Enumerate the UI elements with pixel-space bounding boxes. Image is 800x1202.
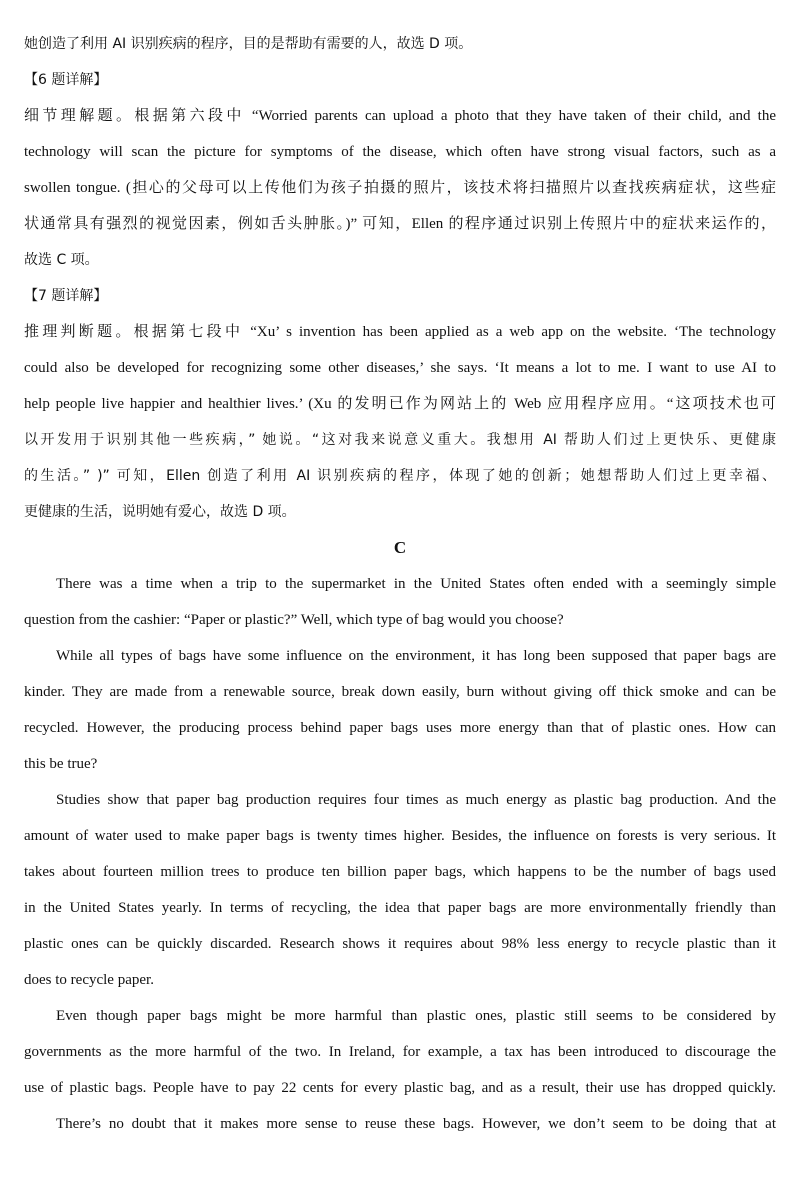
q6-heading: 【6 题详解】 bbox=[24, 72, 108, 88]
q7-explanation-line: 的生活。” )” 可知，Ellen 创造了利用 AI 识别疾病的程序，体现了她的创新；她想帮助人们过上更幸福、 bbox=[24, 468, 776, 484]
q7-explanation-line: 更健康的生活，说明她有爱心，故选 D 项。 bbox=[24, 504, 296, 520]
q6-explanation-line: technology will scan the picture for symptoms of the disease, which often have strong visual factors, such as a bbox=[24, 144, 776, 160]
passage-line: There’s no doubt that it makes more sense to reuse these bags. However, we don’t seem to be doing that at bbox=[56, 1116, 776, 1132]
passage-line: use of plastic bags. People have to pay 22 cents for every plastic bag, and as a result, their use has dropped quickly. bbox=[24, 1080, 776, 1096]
q7-explanation-line: 推理判断题。根据第七段中 “Xu’ s invention has been applied as a web app on the website. ‘The technology bbox=[24, 324, 776, 340]
passage-line: Studies show that paper bag production requires four times as much energy as plastic bag production. And the bbox=[56, 792, 776, 808]
q6-explanation-line: 故选 C 项。 bbox=[24, 252, 99, 268]
q6-explanation-line: swollen tongue. (担心的父母可以上传他们为孩子拍摄的照片，该技术将扫描照片以查找疾病症状，这些症 bbox=[24, 180, 776, 196]
q7-explanation-line: help people live happier and healthier lives.’ (Xu 的发明已作为网站上的 Web 应用程序应用。“这项技术也可 bbox=[24, 396, 776, 412]
q7-explanation-line: 以开发用于识别其他一些疾病，” 她说。“这对我来说意义重大。我想用 AI 帮助人们过上更快乐、更健康 bbox=[24, 432, 776, 448]
q7-explanation-line: could also be developed for recognizing some other diseases,’ she says. ‘It means a lot to me. I want to use AI to bbox=[24, 360, 776, 376]
passage-line: takes about fourteen million trees to produce ten billion paper bags, which happens to be the number of bags used bbox=[24, 864, 776, 880]
q6-explanation-line: 细节理解题。根据第六段中 “Worried parents can upload a photo that they have taken of their child, and the bbox=[24, 108, 776, 124]
passage-line: governments as the more harmful of the two. In Ireland, for example, a tax has been introduced to discourage the bbox=[24, 1044, 776, 1060]
passage-line: this be true? bbox=[24, 756, 98, 772]
passage-line: plastic ones can be quickly discarded. Research shows it requires about 98% less energy to recycle plastic than it bbox=[24, 936, 776, 952]
q7-heading: 【7 题详解】 bbox=[24, 288, 108, 304]
section-title: C bbox=[393, 538, 407, 557]
passage-line: in the United States yearly. In terms of recycling, the idea that paper bags are more environmentally friendly than bbox=[24, 900, 776, 916]
passage-line: kinder. They are made from a renewable source, break down easily, burn without giving off thick smoke and can be bbox=[24, 684, 776, 700]
passage-line: question from the cashier: “Paper or plastic?” Well, which type of bag would you choose? bbox=[24, 612, 564, 628]
document-page bbox=[24, 0, 776, 1142]
passage-line: amount of water used to make paper bags is twenty times higher. Besides, the influence on forests is very serious. It bbox=[24, 828, 776, 844]
q6-explanation-line: 状通常具有强烈的视觉因素，例如舌头肿胀。)” 可知，Ellen 的程序通过识别上传照片中的症状来运作的， bbox=[24, 216, 776, 232]
passage-line: recycled. However, the producing process behind paper bags uses more energy than that of plastic ones. How can bbox=[24, 720, 776, 736]
passage-line: does to recycle paper. bbox=[24, 972, 154, 988]
passage-line: There was a time when a trip to the supermarket in the United States often ended with a seemingly simple bbox=[56, 576, 776, 592]
passage-line: Even though paper bags might be more harmful than plastic ones, plastic still seems to be considered by bbox=[56, 1008, 776, 1024]
answer-5-conclusion: 她创造了利用 AI 识别疾病的程序，目的是帮助有需要的人，故选 D 项。 bbox=[24, 36, 473, 52]
passage-line: While all types of bags have some influence on the environment, it has long been supposed that paper bags are bbox=[56, 648, 776, 664]
